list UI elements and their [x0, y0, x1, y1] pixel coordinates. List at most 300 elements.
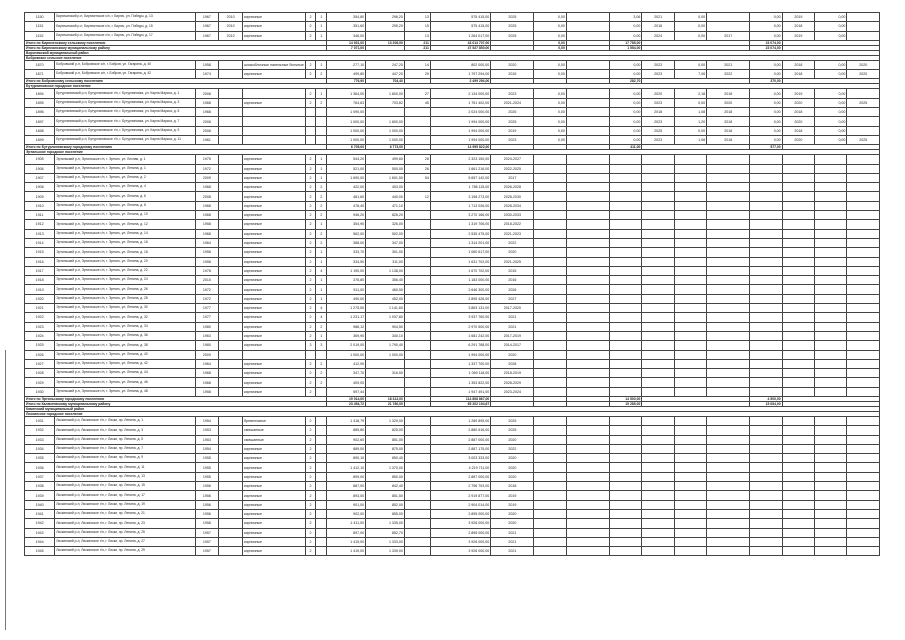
- year-built-cell: 1978: [195, 266, 219, 275]
- cost-cell: 2 796 793,00: [430, 482, 490, 491]
- year-cell: [782, 211, 814, 220]
- empty-cell: [566, 454, 609, 463]
- year-cell: [847, 341, 880, 350]
- year-cell: [642, 201, 674, 210]
- entrances-cell: [316, 500, 327, 509]
- year-built-cell: 2009: [195, 350, 219, 359]
- value-cell: [750, 164, 782, 173]
- value-cell: [674, 276, 706, 285]
- year-built-cell: 1980: [195, 322, 219, 331]
- period-cell: 2020: [491, 435, 534, 444]
- living-area-cell: 301,00: [366, 248, 405, 257]
- value-cell: [750, 491, 782, 500]
- total-area-cell: 899,00: [327, 472, 366, 481]
- row-number-cell: 1871: [25, 70, 55, 79]
- value-cell: [610, 313, 642, 322]
- floors-cell: 2: [305, 22, 316, 31]
- year-cell: [782, 378, 814, 387]
- floors-cell: 2: [305, 31, 316, 40]
- year-cell: [847, 454, 880, 463]
- residents-cell: [404, 341, 430, 350]
- empty-cell: [566, 276, 609, 285]
- cost-cell: 3 863 131,00: [430, 304, 490, 313]
- period-cell: 2028-2030: [491, 192, 534, 201]
- value-cell: [815, 322, 847, 331]
- value-cell: [815, 463, 847, 472]
- entrances-cell: [316, 472, 327, 481]
- year-cell: 2018: [707, 126, 750, 135]
- address-cell: Лискинский р-н, Лискинское г/п, г. Лиски, пр. Ленина, д. 7: [55, 444, 195, 453]
- table-row: [25, 108, 880, 117]
- cost-cell: 6 291 788,00: [430, 341, 490, 350]
- address-cell: Бутурлиновский р-н, Бутурлиновское г/п, г. Бутурлиновка, ул. Карла Маркса, д. 9: [55, 126, 195, 135]
- section-title: Эртильское городское поселение: [25, 150, 880, 155]
- value-cell: [750, 435, 782, 444]
- year-built-cell: 1956: [195, 509, 219, 518]
- value-cell: [815, 220, 847, 229]
- wall-material-cell: кирпичные: [243, 192, 306, 201]
- total-area-cell: 481,60: [327, 192, 366, 201]
- total-area-cell: 354,90: [327, 220, 366, 229]
- subtotal-label: Итого по Бирюченскому сельскому поселению: [25, 40, 327, 45]
- entrances-cell: 1: [316, 276, 327, 285]
- year-cell: [847, 89, 880, 98]
- period-cell: 2025: [491, 31, 534, 40]
- period-cell: 2021: [491, 537, 534, 546]
- entrances-cell: [316, 350, 327, 359]
- period-cell: 2018-2022: [491, 220, 534, 229]
- year-built-cell: 2008: [195, 192, 219, 201]
- amount-cell: [534, 304, 566, 313]
- living-area-cell: 852,70: [366, 528, 405, 537]
- amount-cell: [534, 491, 566, 500]
- value-cell: [674, 463, 706, 472]
- total-area-cell: 490,00: [327, 294, 366, 303]
- value-cell: 0,00: [610, 70, 642, 79]
- wall-material-cell: кирпичные: [243, 294, 306, 303]
- living-area-cell: 1 000,00: [366, 135, 405, 144]
- value-cell: [815, 248, 847, 257]
- total-area-cell: 988,12: [327, 322, 366, 331]
- year-cell: 2020: [782, 117, 814, 126]
- address-cell: Бирючанский р-н, Бирюченское с/п, г. Бирюч, ул. Победы, д. 17: [55, 31, 195, 40]
- empty-cell: [566, 482, 609, 491]
- year-cell: [707, 294, 750, 303]
- period-cell: 2023: [491, 89, 534, 98]
- year-cell: [847, 509, 880, 518]
- wall-material-cell: кирпичные: [243, 491, 306, 500]
- value-cell: [750, 509, 782, 518]
- amount-cell: [534, 547, 566, 556]
- address-cell: Бобровский р-н, Бобровское с/п, г. Бобров, ул. Гагарина, д. 40: [55, 60, 195, 69]
- floors-cell: 2: [305, 285, 316, 294]
- total-area-cell: 890,10: [327, 454, 366, 463]
- year-overhaul-cell: [219, 528, 243, 537]
- subtotal-cost: 43 013 707,00: [430, 40, 490, 45]
- year-overhaul-cell: [219, 435, 243, 444]
- year-built-cell: 1968: [195, 201, 219, 210]
- amount-cell: [534, 509, 566, 518]
- table-row: [25, 211, 880, 220]
- amount-cell: [534, 350, 566, 359]
- total-area-cell: 478,40: [327, 201, 366, 210]
- cost-cell: 1 670 702,00: [430, 266, 490, 275]
- wall-material-cell: кирпичные: [243, 322, 306, 331]
- year-cell: [707, 304, 750, 313]
- residents-cell: [404, 547, 430, 556]
- period-cell: 2018: [491, 482, 534, 491]
- living-area-cell: 855,00: [366, 509, 405, 518]
- value-cell: [815, 482, 847, 491]
- value-cell: [610, 183, 642, 192]
- period-cell: 2021: [491, 528, 534, 537]
- entrances-cell: [316, 519, 327, 528]
- cost-cell: 2 880 616,00: [430, 426, 490, 435]
- living-area-cell: 296,20: [366, 13, 405, 22]
- table-row: [25, 266, 880, 275]
- value-cell: [610, 322, 642, 331]
- year-cell: [847, 13, 880, 22]
- value-cell: 0,00: [674, 13, 706, 22]
- entrances-cell: [316, 482, 327, 491]
- row-number-cell: 1910: [25, 201, 55, 210]
- value-cell: 0,00: [750, 98, 782, 107]
- floors-cell: 3: [305, 341, 316, 350]
- entrances-cell: 1: [316, 13, 327, 22]
- year-cell: 2018: [782, 126, 814, 135]
- residents-cell: 45: [404, 98, 430, 107]
- residents-cell: [404, 126, 430, 135]
- table-row: [25, 509, 880, 518]
- value-cell: [750, 416, 782, 425]
- address-cell: Лискинский р-н, Лискинское г/п, г. Лиски, пр. Ленина, д. 9: [55, 454, 195, 463]
- year-built-cell: 1955: [195, 454, 219, 463]
- residents-cell: [404, 313, 430, 322]
- year-overhaul-cell: [219, 276, 243, 285]
- value-cell: [750, 350, 782, 359]
- floors-cell: 2: [305, 304, 316, 313]
- value-cell: 0,00: [815, 13, 847, 22]
- amount-cell: [534, 537, 566, 546]
- year-cell: [707, 22, 750, 31]
- value-cell: [674, 472, 706, 481]
- value-cell: 3,06: [610, 13, 642, 22]
- subtotal-area: 776,90: [327, 79, 366, 84]
- residents-cell: [404, 472, 430, 481]
- value-cell: [750, 547, 782, 556]
- floors-cell: 2: [305, 387, 316, 396]
- year-cell: [847, 528, 880, 537]
- wall-material-cell: кирпичные: [243, 369, 306, 378]
- value-cell: [610, 463, 642, 472]
- amount-cell: [534, 285, 566, 294]
- period-cell: 2023-2024: [491, 387, 534, 396]
- value-cell: [674, 519, 706, 528]
- living-area-cell: 852,00: [366, 500, 405, 509]
- year-overhaul-cell: [219, 491, 243, 500]
- residents-cell: [404, 350, 430, 359]
- value-cell: 0,00: [815, 60, 847, 69]
- year-cell: [847, 500, 880, 509]
- period-cell: 2026: [491, 285, 534, 294]
- period-cell: 2024-2027: [491, 155, 534, 164]
- amount-cell: [534, 183, 566, 192]
- address-cell: Эртильский р-н, Эртильское г/п, г. Эртиль, ул. Ленина, д. 48: [55, 387, 195, 396]
- empty-cell: [566, 435, 609, 444]
- year-cell: [707, 220, 750, 229]
- year-cell: [707, 416, 750, 425]
- wall-material-cell: кирпичные: [243, 285, 306, 294]
- total-area-cell: 1 275,50: [327, 304, 366, 313]
- living-area-cell: 502,00: [366, 229, 405, 238]
- year-cell: 2020: [642, 89, 674, 98]
- year-cell: [707, 528, 750, 537]
- entrances-cell: [316, 444, 327, 453]
- total-area-cell: 1 000,00: [327, 117, 366, 126]
- amount-cell: 0,00: [534, 126, 566, 135]
- address-cell: Эртильский р-н, Эртильское г/п, г. Эртиль, ул. Ленина, д. 18: [55, 248, 195, 257]
- cost-cell: 1 751 402,00: [430, 98, 490, 107]
- value-cell: [610, 537, 642, 546]
- year-overhaul-cell: 2010: [219, 22, 243, 31]
- living-area-cell: 850,00: [366, 472, 405, 481]
- entrances-cell: [316, 454, 327, 463]
- year-cell: 2025: [847, 98, 880, 107]
- row-number-cell: 1907: [25, 173, 55, 182]
- entrances-cell: [316, 135, 327, 144]
- residents-cell: [404, 238, 430, 247]
- amount-cell: [534, 220, 566, 229]
- row-number-cell: 1917: [25, 266, 55, 275]
- value-cell: [674, 211, 706, 220]
- amount-cell: 0,00: [534, 89, 566, 98]
- value-cell: [815, 500, 847, 509]
- entrances-cell: [316, 528, 327, 537]
- entrances-cell: 1: [316, 155, 327, 164]
- subtotal-amount: 0,00: [534, 45, 566, 50]
- value-cell: [674, 220, 706, 229]
- wall-material-cell: кирпичные: [243, 238, 306, 247]
- living-area-cell: [366, 359, 405, 368]
- empty-cell: [566, 173, 609, 182]
- floors-cell: 2: [305, 164, 316, 173]
- year-cell: [847, 155, 880, 164]
- year-built-cell: 1968: [195, 108, 219, 117]
- empty-cell: [566, 192, 609, 201]
- wall-material-cell: кирпичные: [243, 276, 306, 285]
- cost-cell: 1 797 294,00: [430, 70, 490, 79]
- cost-cell: 2 895 000,00: [430, 509, 490, 518]
- year-overhaul-cell: 2010: [219, 31, 243, 40]
- wall-material-cell: кирпичные: [243, 454, 306, 463]
- value-cell: [815, 313, 847, 322]
- value-cell: 0,00: [610, 98, 642, 107]
- row-number-cell: 1926: [25, 350, 55, 359]
- living-area-cell: 1 329,00: [366, 416, 405, 425]
- year-cell: [642, 285, 674, 294]
- year-overhaul-cell: [219, 266, 243, 275]
- year-cell: [847, 257, 880, 266]
- row-number-cell: 1921: [25, 304, 55, 313]
- section-title: Воронежский муниципальный район: [25, 50, 880, 55]
- value-cell: [815, 444, 847, 453]
- value-cell: [815, 350, 847, 359]
- year-cell: [847, 304, 880, 313]
- living-area-cell: 326,00: [366, 220, 405, 229]
- empty-cell: [566, 472, 609, 481]
- year-cell: [782, 350, 814, 359]
- living-area-cell: 311,00: [366, 257, 405, 266]
- amount-cell: [534, 248, 566, 257]
- empty-cell: [566, 70, 609, 79]
- cost-cell: 1 994 000,00: [430, 117, 490, 126]
- amount-cell: [534, 238, 566, 247]
- period-cell: 2020: [491, 248, 534, 257]
- year-cell: [847, 463, 880, 472]
- value-cell: [610, 509, 642, 518]
- cost-cell: 1 631 702,00: [430, 257, 490, 266]
- table-row: [25, 341, 880, 350]
- table-row: [25, 294, 880, 303]
- empty-cell: [566, 331, 609, 340]
- value-cell: [750, 463, 782, 472]
- residents-cell: [404, 183, 430, 192]
- row-number-cell: 1943: [25, 528, 55, 537]
- table-row: [25, 528, 880, 537]
- residents-cell: [404, 266, 430, 275]
- address-cell: Эртильский р-н, Эртильское г/п, г. Эртиль, ул. Ленина, д. 10: [55, 211, 195, 220]
- total-area-cell: 2 019,00: [327, 341, 366, 350]
- floors-cell: 2: [305, 416, 316, 425]
- year-cell: [642, 173, 674, 182]
- year-cell: [782, 313, 814, 322]
- value-cell: [750, 387, 782, 396]
- period-cell: 2021: [491, 547, 534, 556]
- value-cell: [815, 294, 847, 303]
- cost-cell: 575 415,00: [430, 22, 490, 31]
- year-cell: [847, 211, 880, 220]
- address-cell: Эртильский р-н, Эртильское г/п, г. Эртиль, ул. Ленина, д. 2: [55, 173, 195, 182]
- cost-cell: 3 198 273,00: [430, 192, 490, 201]
- period-cell: 2019: [491, 491, 534, 500]
- empty-cell: [566, 31, 609, 40]
- living-area-cell: 1 370,00: [366, 463, 405, 472]
- subtotal-residents: 211: [404, 40, 430, 45]
- row-number-cell: 1915: [25, 248, 55, 257]
- period-cell: 2015: [491, 266, 534, 275]
- address-cell: Бутурлиновский р-н, Бутурлиновское г/п, г. Бутурлиновка, ул. Карла Маркса, д. 5: [55, 108, 195, 117]
- floors-cell: 2: [305, 229, 316, 238]
- value-cell: [750, 220, 782, 229]
- period-cell: 2022-2025: [491, 164, 534, 173]
- wall-material-cell: кирпичные: [243, 500, 306, 509]
- value-cell: [610, 444, 642, 453]
- empty-cell: [566, 444, 609, 453]
- year-overhaul-cell: [219, 211, 243, 220]
- value-cell: 0,00: [815, 135, 847, 144]
- subtotal-area2: 704,40: [366, 79, 405, 84]
- table-row: [25, 416, 880, 425]
- year-cell: [782, 528, 814, 537]
- value-cell: [815, 519, 847, 528]
- value-cell: 0,00: [815, 117, 847, 126]
- subtotal-value: 577,00: [750, 145, 782, 150]
- table-row: [25, 276, 880, 285]
- floors-cell: [305, 350, 316, 359]
- total-area-cell: 764,83: [327, 98, 366, 107]
- residents-cell: [404, 201, 430, 210]
- residents-cell: [404, 537, 430, 546]
- total-area-cell: 388,00: [327, 238, 366, 247]
- value-cell: [750, 294, 782, 303]
- year-cell: [782, 491, 814, 500]
- year-cell: [782, 463, 814, 472]
- year-overhaul-cell: [219, 482, 243, 491]
- empty-cell: [566, 164, 609, 173]
- subtotal-value: 23 074,00: [750, 45, 782, 50]
- living-area-cell: 340,10: [366, 331, 405, 340]
- table-row: [25, 435, 880, 444]
- address-cell: Эртильский р-н, Эртильское г/п, г. Эртиль, ул. Ленина, д. 12: [55, 220, 195, 229]
- floors-cell: 2: [305, 378, 316, 387]
- value-cell: 2,18: [674, 89, 706, 98]
- entrances-cell: 1: [316, 257, 327, 266]
- living-area-cell: 471,10: [366, 201, 405, 210]
- subtotal-label: Итого по Бобровскому сельскому поселению: [25, 79, 327, 84]
- residents-cell: [404, 322, 430, 331]
- value-cell: [750, 211, 782, 220]
- floors-cell: 2: [305, 211, 316, 220]
- value-cell: [610, 482, 642, 491]
- value-cell: [750, 173, 782, 182]
- total-area-cell: 1 419,00: [327, 547, 366, 556]
- total-area-cell: 889,00: [327, 444, 366, 453]
- year-built-cell: 1958: [195, 220, 219, 229]
- subtotal-value: 23 074,00: [750, 40, 782, 45]
- year-cell: [707, 426, 750, 435]
- floors-cell: 2: [305, 331, 316, 340]
- living-area-cell: 356,40: [366, 276, 405, 285]
- year-cell: [782, 331, 814, 340]
- year-cell: 2018: [642, 22, 674, 31]
- value-cell: [674, 192, 706, 201]
- subtotal-amount: 0,00: [534, 40, 566, 45]
- year-overhaul-cell: [219, 369, 243, 378]
- entrances-cell: 1: [316, 164, 327, 173]
- value-cell: [750, 378, 782, 387]
- residents-cell: [404, 248, 430, 257]
- value-cell: [815, 435, 847, 444]
- year-cell: [707, 341, 750, 350]
- entrances-cell: 2: [316, 192, 327, 201]
- amount-cell: [534, 500, 566, 509]
- wall-material-cell: кирпичные: [243, 201, 306, 210]
- value-cell: 0,00: [750, 135, 782, 144]
- year-cell: [782, 266, 814, 275]
- empty-cell: [566, 126, 609, 135]
- empty-cell: [566, 359, 609, 368]
- residents-cell: [404, 500, 430, 509]
- year-cell: [782, 359, 814, 368]
- period-cell: 2019: [491, 126, 534, 135]
- year-built-cell: 1963: [195, 331, 219, 340]
- value-cell: [610, 528, 642, 537]
- value-cell: [610, 173, 642, 182]
- total-area-cell: 499,80: [327, 70, 366, 79]
- value-cell: [610, 426, 642, 435]
- year-cell: [707, 285, 750, 294]
- value-cell: [674, 331, 706, 340]
